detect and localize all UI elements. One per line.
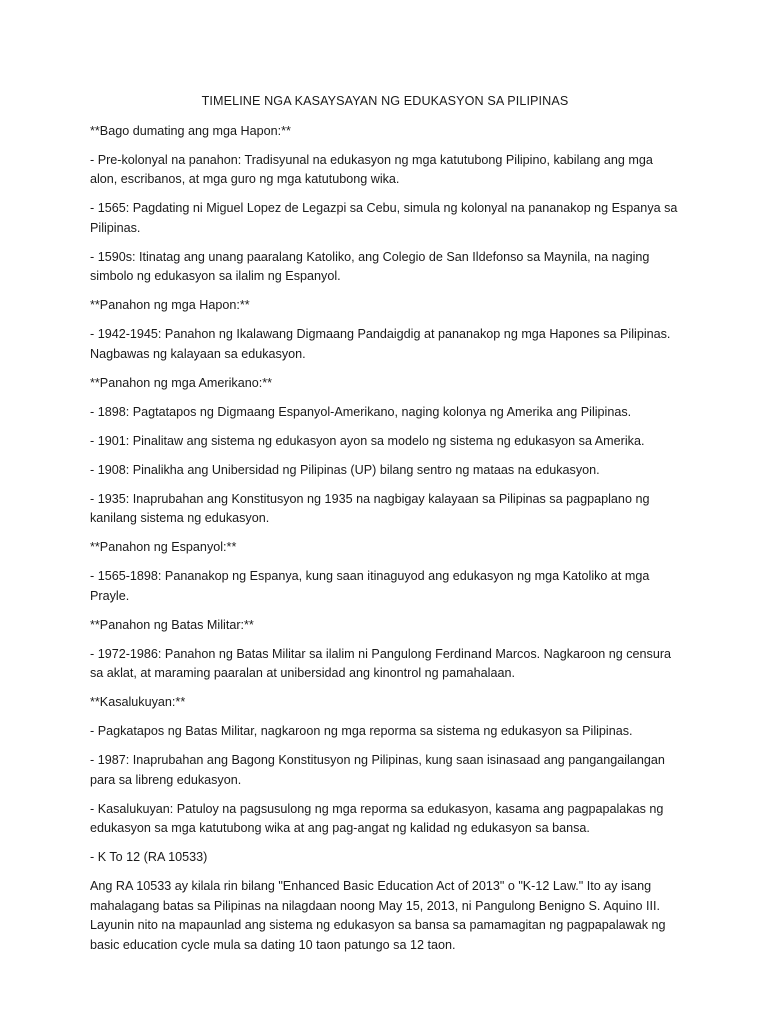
section-heading-espanyol: **Panahon ng Espanyol:** [90,540,237,554]
timeline-entry-1987: - 1987: Inaprubahan ang Bagong Konstitusyon ng Pilipinas, kung saan isinasaad ang pangangailangan para sa libreng edukasyon. [90,753,665,787]
timeline-entry-1898: - 1898: Pagtatapos ng Digmaang Espanyol-Amerikano, naging kolonya ng Amerika ang Pilipinas. [90,404,632,419]
section-heading-batas-militar: **Panahon ng Batas Militar:** [90,617,254,632]
section-heading-amerikano: **Panahon ng mga Amerikano:** [90,375,273,390]
section-heading-bago-hapon: **Bago dumating ang mga Hapon:** [90,123,291,138]
section-heading-hapon: **Panahon ng mga Hapon:** [90,298,250,312]
timeline-entry-kasalukuyan: - Kasalukuyan: Patuloy na pagsusulong ng mga reporma sa edukasyon, kasama ang pagpapalakas ng edukasyon sa mga katutubong wika at ang pag-angat ng kalidad ng edukasyon sa bansa. [90,801,664,835]
section-heading-kasalukuyan: **Kasalukuyan:** [90,695,186,709]
timeline-entry-1942-1945: - 1942-1945: Panahon ng Ikalawang Digmaang Pandaigdig at pananakop ng mga Hapones sa Pilipinas. Nagbawas ng kalayaan sa edukasyon. [90,327,671,361]
timeline-entry-1908: - 1908: Pinalikha ang Unibersidad ng Pilipinas (UP) bilang sentro ng mataas na edukasyon. [90,462,600,477]
timeline-entry-1935: - 1935: Inaprubahan ang Konstitusyon ng 1935 na nagbigay kalayaan sa Pilipinas sa pagpaplano ng kanilang sistema ng edukasyon. [90,491,650,525]
document-title: TIMELINE NGA KASAYSAYAN NG EDUKASYON SA PILIPINAS [201,94,569,108]
timeline-entry-k-to-12: - K To 12 (RA 10533) [90,850,208,864]
ra-10533-paragraph: Ang RA 10533 ay kilala rin bilang "Enhanced Basic Education Act of 2013" o "K-12 Law." Ito ay isang mahalagang batas sa Pilipinas na nilagdaan noong May 15, 2013, ni Pangulong Benigno S. Aquino III. Layunin nito na mapaunlad ang sistema ng edukasyon sa bansa sa pamamagitan ng pagpapalawak ng basic education cycle mula sa dating 10 taon patungo sa 12 taon. [90,879,666,952]
timeline-entry-1565: - 1565: Pagdating ni Miguel Lopez de Legazpi sa Cebu, simula ng kolonyal na pananakop ng Espanya sa Pilipinas. [90,201,678,235]
timeline-entry-1565-1898: - 1565-1898: Pananakop ng Espanya, kung saan itinaguyod ang edukasyon ng mga Katoliko at mga Prayle. [90,569,650,603]
timeline-entry-1901: - 1901: Pinalitaw ang sistema ng edukasyon ayon sa modelo ng sistema ng edukasyon sa Amerika. [90,433,645,448]
document-body [90,92,680,965]
timeline-entry-1972-1986: - 1972-1986: Panahon ng Batas Militar sa ilalim ni Pangulong Ferdinand Marcos. Nagkaroon ng censura sa aklat, at maraming paaralan at unibersidad ang kinontrol ng pamahalaan. [90,646,672,680]
timeline-entry-prekolonyal: - Pre-kolonyal na panahon: Tradisyunal na edukasyon ng mga katutubong Pilipino, kabilang ang mga alon, escribanos, at mga guro ng mga katutubong wika. [90,152,653,186]
timeline-entry-post-martial-law: - Pagkatapos ng Batas Militar, nagkaroon ng mga reporma sa sistema ng edukasyon sa Pilipinas. [90,724,633,738]
timeline-entry-1590s: - 1590s: Itinatag ang unang paaralang Katoliko, ang Colegio de San Ildefonso sa Maynila, na naging simbolo ng edukasyon sa ilalim ng Espanyol. [90,249,650,283]
